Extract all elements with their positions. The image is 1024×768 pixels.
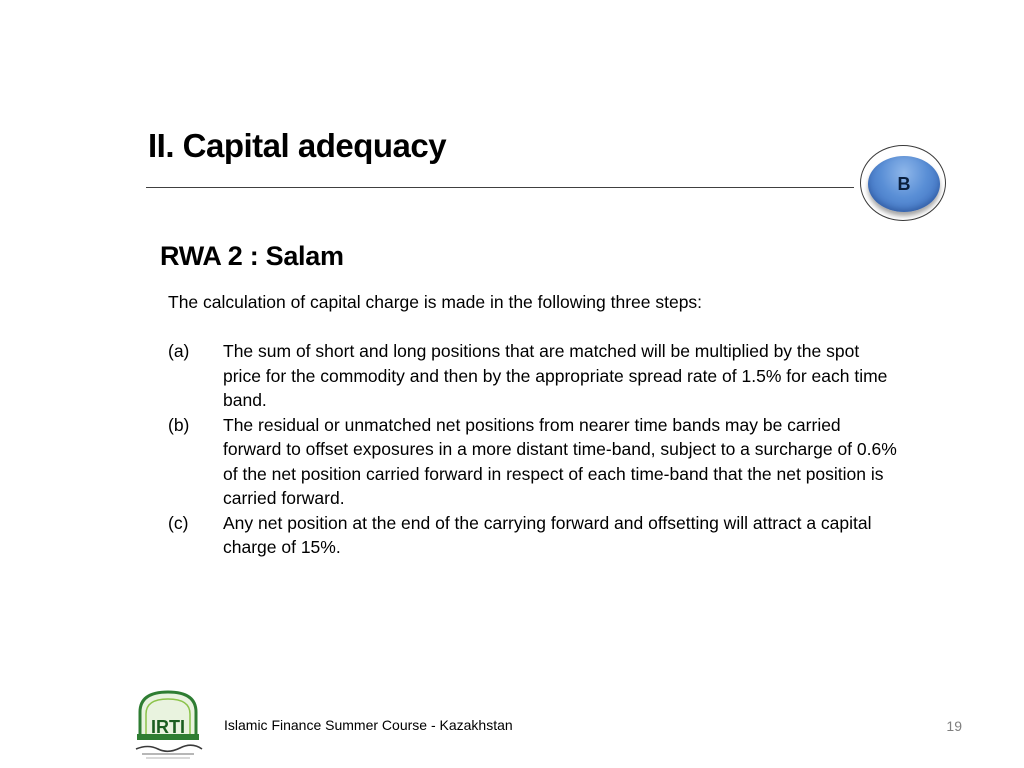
title-divider xyxy=(146,187,854,188)
step-item-b xyxy=(168,413,898,511)
section-badge xyxy=(868,156,940,212)
step-item-a xyxy=(168,339,898,413)
steps-list xyxy=(168,339,898,560)
step-text: Any net position at the end of the carrying forward and offsetting will attract a capital charge of 15%. xyxy=(223,512,872,557)
footer-course-name: Islamic Finance Summer Course - Kazakhstan xyxy=(224,717,513,733)
section-badge-label: B xyxy=(897,173,911,194)
step-marker: (b) xyxy=(168,414,190,435)
irti-logo xyxy=(128,688,208,762)
irti-logo-letters: IRTI xyxy=(151,717,185,737)
page-number: 19 xyxy=(946,718,962,734)
step-text: The sum of short and long positions that are matched will be multiplied by the spot price for the commodity and then by the appropriate spread rate of 1.5% for each time band. xyxy=(223,341,888,410)
step-marker: (a) xyxy=(168,341,190,361)
intro-text: The calculation of capital charge is made in the following three steps: xyxy=(168,292,703,312)
slide-title: II. Capital adequacy xyxy=(148,127,447,164)
step-marker: (c) xyxy=(168,512,189,533)
section-heading: RWA 2 : Salam xyxy=(160,241,344,271)
step-text: The residual or unmatched net positions from nearer time bands may be carried forward to offset exposures in a more distant time-band, subject to a surcharge of 0.6% of the net position carried forward in respect of each time-band that the net position is carried forward. xyxy=(223,414,897,508)
step-item-c xyxy=(168,511,898,560)
